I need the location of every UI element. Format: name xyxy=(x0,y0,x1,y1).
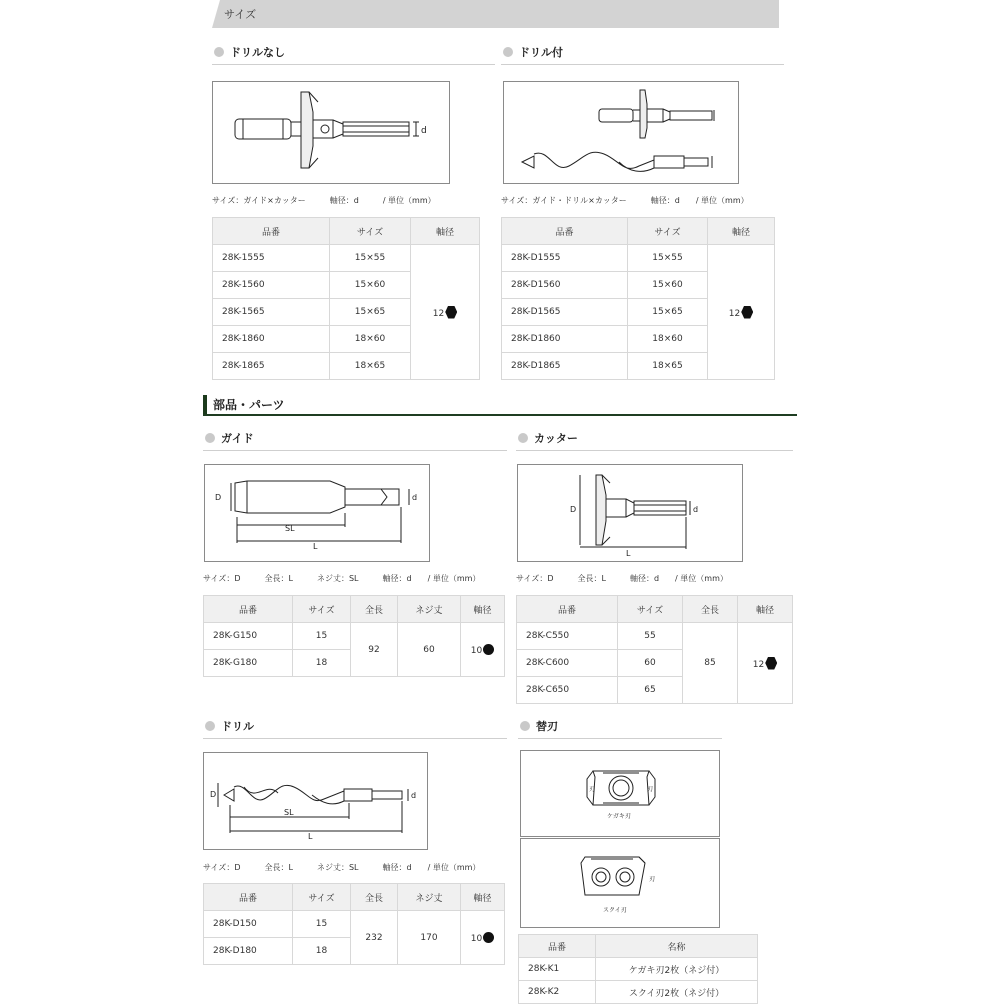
cell-size: 60 xyxy=(618,650,683,677)
fig-label-d: d xyxy=(421,126,427,136)
cell-size: 15 xyxy=(293,623,351,650)
table-no-drill xyxy=(212,217,480,380)
figure-no-drill xyxy=(212,81,450,184)
cell-name: スクイ刃2枚（ネジ付） xyxy=(596,981,758,1004)
cell-code: 28K-1565 xyxy=(213,299,330,326)
cell-code: 28K-C650 xyxy=(517,677,618,704)
fig-label-SL: SL xyxy=(285,524,295,533)
cell-size: 15×60 xyxy=(330,272,411,299)
drill-drawing xyxy=(204,753,427,849)
blade-side-label-left: 刃 xyxy=(589,786,596,793)
caption-with-drill: サイズ：ガイド・ドリル×カッター 軸径：d / 単位（mm） xyxy=(501,196,749,205)
col-header-shaft: 軸径 xyxy=(461,596,505,623)
cell-size: 55 xyxy=(618,623,683,650)
cell-code: 28K-C600 xyxy=(517,650,618,677)
figure-marking-blade xyxy=(520,750,720,837)
cell-code: 28K-1555 xyxy=(213,245,330,272)
cell-code: 28K-G150 xyxy=(204,623,293,650)
hex-shank-icon xyxy=(765,657,777,670)
heading-drill xyxy=(205,718,254,734)
heading-guide-text: ガイド xyxy=(221,432,254,445)
cell-code: 28K-1860 xyxy=(213,326,330,353)
figure-cutter xyxy=(517,464,743,562)
cell-size: 15×55 xyxy=(628,245,708,272)
divider xyxy=(516,450,793,451)
col-header-code: 品番 xyxy=(517,596,618,623)
heading-no-drill-text: ドリルなし xyxy=(230,46,285,59)
col-header-size: サイズ xyxy=(330,218,411,245)
col-header-shaft: 軸径 xyxy=(708,218,775,245)
table-guide xyxy=(203,595,505,677)
section-underline xyxy=(203,414,797,416)
heading-guide xyxy=(205,430,254,446)
cell-size: 15×65 xyxy=(628,299,708,326)
bullet-icon xyxy=(503,47,513,57)
col-header-shaft: 軸径 xyxy=(411,218,480,245)
cell-length: 85 xyxy=(683,623,738,704)
fig-label-D: D xyxy=(570,505,577,514)
cell-code: 28K-C550 xyxy=(517,623,618,650)
holesaw-with-drill-drawing xyxy=(504,82,738,183)
figure-drill xyxy=(203,752,428,850)
cell-screw: 60 xyxy=(398,623,461,677)
divider xyxy=(212,64,495,65)
marking-blade-label: ケガキ刃 xyxy=(607,813,631,820)
holesaw-no-drill-drawing xyxy=(213,82,449,183)
table-cutter xyxy=(516,595,793,704)
cell-size: 18×65 xyxy=(628,353,708,380)
col-header-code: 品番 xyxy=(204,596,293,623)
cell-shaft xyxy=(411,245,480,380)
bullet-icon xyxy=(518,433,528,443)
cell-code: 28K-D1560 xyxy=(502,272,628,299)
round-shank-icon xyxy=(483,932,494,943)
col-header-screw: ネジ丈 xyxy=(398,596,461,623)
cell-length: 92 xyxy=(351,623,398,677)
cell-size: 65 xyxy=(618,677,683,704)
table-row xyxy=(517,623,793,650)
scoop-blade-label: スクイ刃 xyxy=(603,907,627,914)
blade-side-label-right: 刃 xyxy=(647,786,654,793)
table-row xyxy=(204,623,505,650)
guide-drawing xyxy=(205,465,429,561)
heading-drill-text: ドリル xyxy=(221,720,254,733)
cell-code: 28K-D150 xyxy=(204,911,293,938)
col-header-code: 品番 xyxy=(502,218,628,245)
heading-no-drill xyxy=(214,44,285,60)
col-header-name: 名称 xyxy=(596,935,758,958)
col-header-length: 全長 xyxy=(351,884,398,911)
figure-with-drill xyxy=(503,81,739,184)
table-row xyxy=(519,981,758,1004)
fig-label-SL: SL xyxy=(284,808,294,817)
bullet-icon xyxy=(205,433,215,443)
table-row xyxy=(204,911,505,938)
col-header-screw: ネジ丈 xyxy=(398,884,461,911)
heading-with-drill-text: ドリル付 xyxy=(519,46,563,59)
scoop-blade-drawing xyxy=(521,839,719,927)
cell-code: 28K-D1565 xyxy=(502,299,628,326)
tab-notch xyxy=(212,0,220,28)
fig-label-L: L xyxy=(313,542,318,551)
shaft-value: 10 xyxy=(470,645,483,656)
divider xyxy=(203,738,507,739)
blade-side-label: 刃 xyxy=(649,876,656,883)
heading-with-drill xyxy=(503,44,563,60)
cell-code: 28K-D180 xyxy=(204,938,293,965)
fig-label-L: L xyxy=(626,549,631,558)
cell-length: 232 xyxy=(351,911,398,965)
cell-size: 15×60 xyxy=(628,272,708,299)
heading-cutter xyxy=(518,430,578,446)
fig-label-D: D xyxy=(215,493,222,502)
col-header-size: サイズ xyxy=(628,218,708,245)
bullet-icon xyxy=(205,721,215,731)
col-header-length: 全長 xyxy=(683,596,738,623)
fig-label-d: d xyxy=(693,505,699,514)
col-header-code: 品番 xyxy=(204,884,293,911)
cutter-drawing xyxy=(518,465,742,561)
col-header-shaft: 軸径 xyxy=(461,884,505,911)
divider xyxy=(518,738,722,739)
cell-size: 18×60 xyxy=(330,326,411,353)
table-blade xyxy=(518,934,758,1004)
table-with-drill xyxy=(501,217,775,380)
hex-shank-icon xyxy=(741,306,753,319)
figure-scoop-blade xyxy=(520,838,720,928)
table-drill xyxy=(203,883,505,965)
cell-shaft xyxy=(708,245,775,380)
cell-shaft xyxy=(461,911,505,965)
cell-shaft xyxy=(738,623,793,704)
col-header-size: サイズ xyxy=(618,596,683,623)
col-header-length: 全長 xyxy=(351,596,398,623)
divider xyxy=(203,450,507,451)
heading-blade-text: 替刃 xyxy=(536,720,558,733)
table-row xyxy=(502,245,775,272)
section-marker xyxy=(203,395,207,415)
cell-code: 28K-G180 xyxy=(204,650,293,677)
table-row xyxy=(519,958,758,981)
col-header-size: サイズ xyxy=(293,884,351,911)
cell-size: 18 xyxy=(293,938,351,965)
shaft-value: 10 xyxy=(470,933,483,944)
table-row xyxy=(213,245,480,272)
size-tab-header xyxy=(212,0,779,28)
fig-label-L: L xyxy=(308,832,313,841)
cell-size: 15×55 xyxy=(330,245,411,272)
cell-code: 28K-K1 xyxy=(519,958,596,981)
parts-section-title: 部品・パーツ xyxy=(213,398,285,412)
heading-cutter-text: カッター xyxy=(534,432,578,445)
cell-size: 18×60 xyxy=(628,326,708,353)
cell-size: 15×65 xyxy=(330,299,411,326)
caption-guide: サイズ：D 全長：L ネジ丈：SL 軸径：d / 単位（mm） xyxy=(203,574,481,583)
col-header-code: 品番 xyxy=(519,935,596,958)
caption-drill: サイズ：D 全長：L ネジ丈：SL 軸径：d / 単位（mm） xyxy=(203,863,481,872)
caption-cutter: サイズ：D 全長：L 軸径：d / 単位（mm） xyxy=(516,574,728,583)
cell-code: 28K-D1555 xyxy=(502,245,628,272)
marking-blade-drawing xyxy=(521,751,719,836)
cell-code: 28K-D1865 xyxy=(502,353,628,380)
cell-code: 28K-D1860 xyxy=(502,326,628,353)
col-header-shaft: 軸径 xyxy=(738,596,793,623)
fig-label-d: d xyxy=(412,493,418,502)
fig-label-D: D xyxy=(210,790,217,799)
cell-screw: 170 xyxy=(398,911,461,965)
figure-guide xyxy=(204,464,430,562)
cell-code: 28K-1560 xyxy=(213,272,330,299)
cell-size: 15 xyxy=(293,911,351,938)
round-shank-icon xyxy=(483,644,494,655)
divider xyxy=(501,64,784,65)
shaft-value: 12 xyxy=(752,659,765,670)
bullet-icon xyxy=(214,47,224,57)
caption-no-drill: サイズ：ガイド×カッター 軸径：d / 単位（mm） xyxy=(212,196,436,205)
cell-shaft xyxy=(461,623,505,677)
heading-blade xyxy=(520,718,558,734)
col-header-code: 品番 xyxy=(213,218,330,245)
hex-shank-icon xyxy=(445,306,457,319)
cell-name: ケガキ刃2枚（ネジ付） xyxy=(596,958,758,981)
cell-code: 28K-K2 xyxy=(519,981,596,1004)
cell-size: 18 xyxy=(293,650,351,677)
col-header-size: サイズ xyxy=(293,596,351,623)
fig-label-d: d xyxy=(411,791,417,800)
cell-code: 28K-1865 xyxy=(213,353,330,380)
shaft-value: 12 xyxy=(432,308,445,319)
size-tab-label: サイズ xyxy=(224,8,257,21)
shaft-value: 12 xyxy=(728,308,741,319)
bullet-icon xyxy=(520,721,530,731)
cell-size: 18×65 xyxy=(330,353,411,380)
